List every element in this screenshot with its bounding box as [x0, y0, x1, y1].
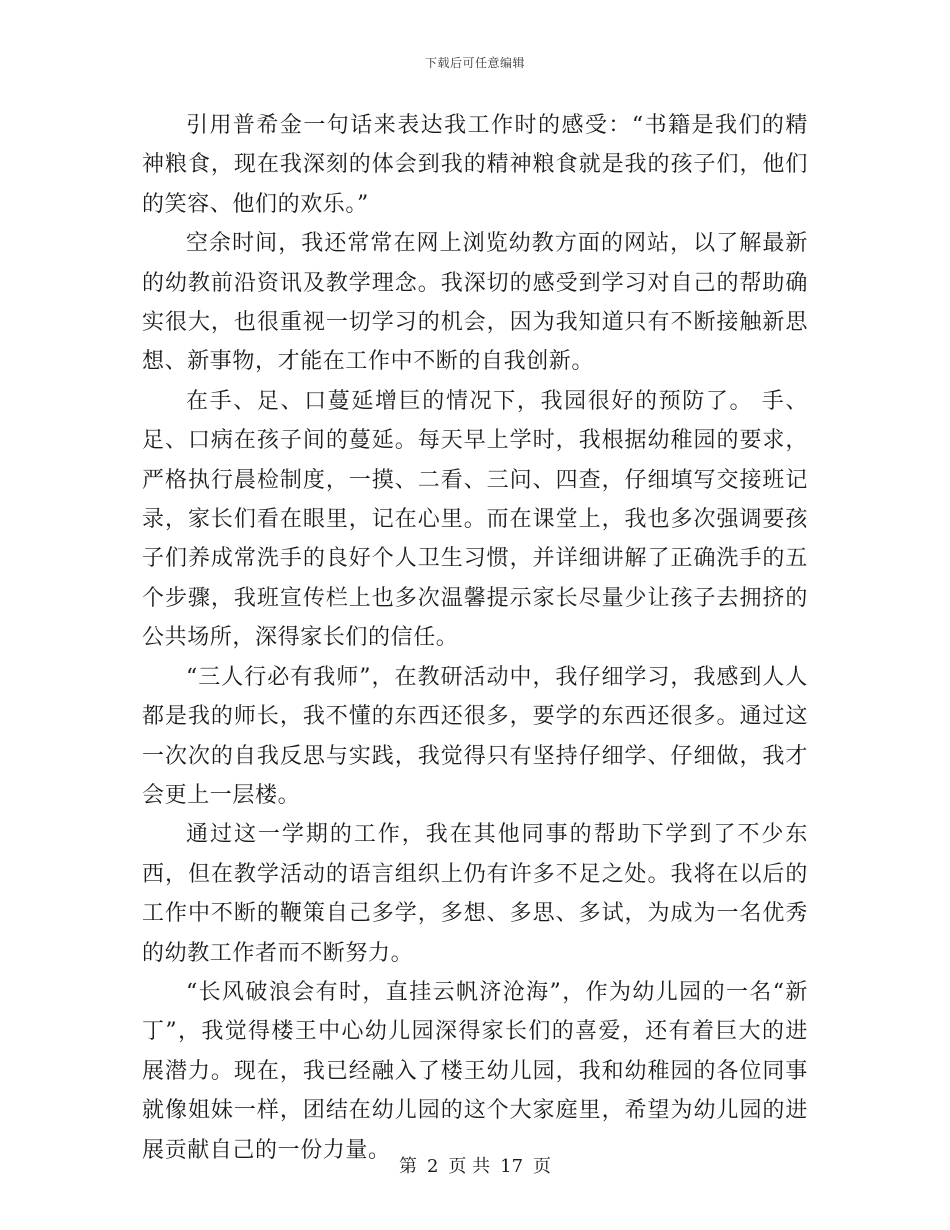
document-body	[142, 106, 808, 1170]
paragraph: “三人行必有我师”，在教研活动中，我仔细学习，我感到人人都是我的师长，我不懂的东西还很多，要学的东西还很多。通过这一次次的自我反思与实践，我觉得只有坚持仔细学、仔细做，我才会更上一层楼。	[142, 664, 808, 808]
page-footer	[0, 1152, 950, 1178]
page-header: 下载后可任意编辑	[424, 56, 525, 70]
paragraph: “长风破浪会有时，直挂云帆济沧海”，作为幼儿园的一名“新丁”，我觉得楼王中心幼儿园深得家长们的喜爱，还有着巨大的进展潜力。现在，我已经融入了楼王幼儿园，我和幼稚园的各位同事就像姐妹一样，团结在幼儿园的这个大家庭里，希望为幼儿园的进展贡献自己的一份力量。	[142, 979, 808, 1163]
paragraph: 在手、足、口蔓延增巨的情况下，我园很好的预防了。 手、足、口病在孩子间的蔓延。每天早上学时，我根据幼稚园的要求，严格执行晨检制度，一摸、二看、三问、四查，仔细填写交接班记录，家长们看在眼里，记在心里。而在课堂上，我也多次强调要孩子们养成常洗手的良好个人卫生习惯，并详细讲解了正确洗手的五个步骤，我班宣传栏上也多次温馨提示家长尽量少让孩子去拥挤的公共场所，深得家长们的信任。	[142, 388, 808, 651]
paragraph: 空余时间，我还常常在网上浏览幼教方面的网站，以了解最新的幼教前沿资讯及教学理念。我深切的感受到学习对自己的帮助确实很大，也很重视一切学习的机会，因为我知道只有不断接触新思想、新事物，才能在工作中不断的自我创新。	[142, 231, 808, 375]
page-label-mid: 页 共	[448, 1156, 491, 1177]
current-page-number: 2	[426, 1156, 439, 1177]
paragraph: 引用普希金一句话来表达我工作时的感受：“书籍是我们的精神粮食，现在我深刻的体会到我的精神粮食就是我的孩子们，他们的笑容、他们的欢乐。”	[142, 113, 808, 217]
page-label-prefix: 第	[398, 1156, 417, 1177]
paragraph: 通过这一学期的工作，我在其他同事的帮助下学到了不少东西，但在教学活动的语言组织上仍有许多不足之处。我将在以后的工作中不断的鞭策自己多学，多想、多思、多试，为成为一名优秀的幼教工作者而不断努力。	[142, 822, 808, 966]
total-pages-number: 17	[500, 1156, 524, 1177]
page-label-suffix: 页	[533, 1156, 552, 1177]
